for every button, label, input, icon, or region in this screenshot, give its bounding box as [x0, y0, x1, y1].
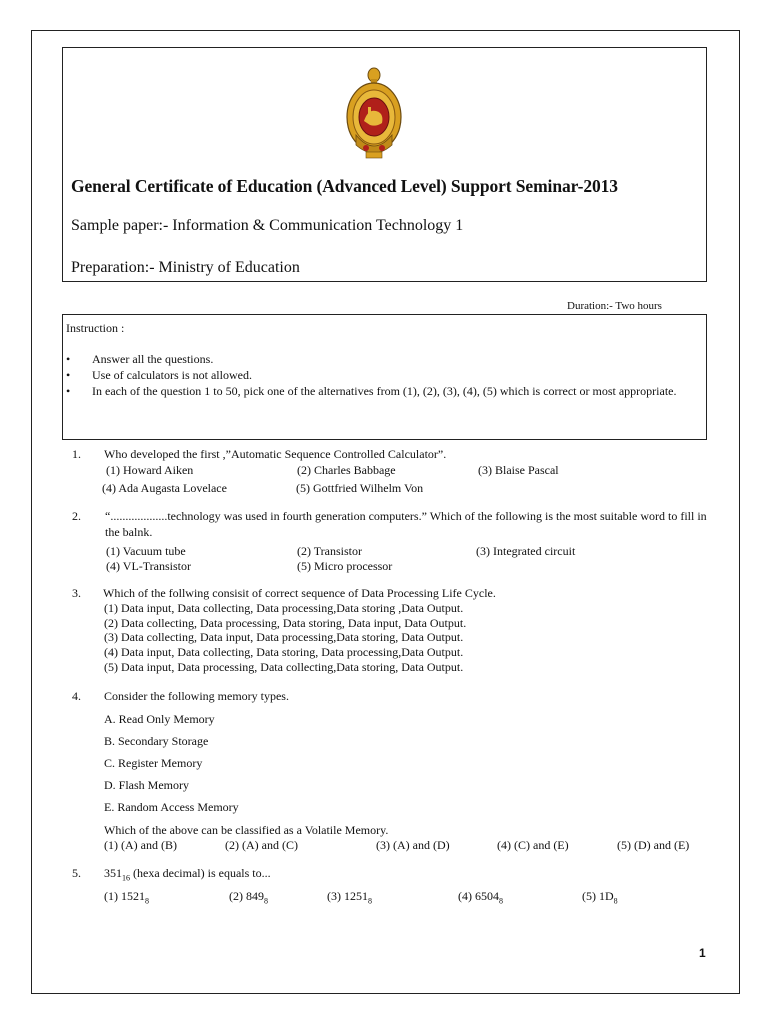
option: (1) Data input, Data collecting, Data processing,Data storing ,Data Output.: [104, 601, 464, 615]
question-text: Who developed the first ,”Automatic Sequence Controlled Calculator”.: [104, 447, 447, 461]
option: (3) Data collecting, Data input, Data processing,Data storing, Data Output.: [104, 630, 464, 644]
question-number: 2.: [72, 509, 81, 523]
question-text: “...................technology was used in fourth generation computers.” Which of the following is the most suitable word to fill in the balnk.: [105, 509, 707, 539]
option: (5) Gottfried Wilhelm Von: [296, 481, 424, 495]
option: (3) $1251_8$: [327, 889, 372, 906]
option: (4) (C) and (E): [497, 838, 569, 852]
option: (5) Data input, Data processing, Data collecting,Data storing, Data Output.: [104, 660, 464, 674]
option: (2) (A) and (C): [225, 838, 298, 852]
preparation-line: Preparation:- Ministry of Education: [71, 259, 300, 276]
instruction-title: Instruction :: [66, 321, 125, 335]
option: (3) (A) and (D): [376, 838, 450, 852]
question-rest: (hexa decimal) is equals to...: [130, 866, 271, 880]
question-number: 5.: [72, 866, 81, 880]
memory-item: E. Random Access Memory: [104, 800, 239, 814]
option: (1) Howard Aiken: [106, 463, 194, 477]
document-title: General Certificate of Education (Advanced Level) Support Seminar-2013: [71, 176, 618, 196]
page-number: 1: [699, 946, 706, 960]
option: (5) (D) and (E): [617, 838, 690, 852]
emblem-icon: [346, 65, 402, 160]
instruction-list: [62, 351, 702, 399]
question-subtext: Which of the above can be classified as a Volatile Memory.: [104, 823, 389, 837]
duration-label: Duration:- Two hours: [567, 300, 662, 312]
option: (4) Ada Augasta Lovelace: [102, 481, 227, 495]
option: (4) Data input, Data collecting, Data storing, Data processing,Data Output.: [104, 645, 464, 659]
sample-paper-line: Sample paper:- Information & Communication Technology 1: [71, 217, 464, 234]
memory-item: C. Register Memory: [104, 756, 203, 770]
question-text: [104, 866, 271, 882]
option: (1) Vacuum tube: [106, 544, 186, 558]
option: (4) $6504_8$: [458, 889, 503, 906]
memory-item: D. Flash Memory: [104, 778, 189, 792]
option: (1) $1521_8$: [104, 889, 149, 906]
hex-base: 16: [122, 873, 130, 883]
instruction-item: • Use of calculators is not allowed.: [66, 367, 702, 383]
question-text: Consider the following memory types.: [104, 689, 289, 703]
option: (1) (A) and (B): [104, 838, 177, 852]
option: (5) $1D_8$: [582, 889, 618, 906]
option: (2) Charles Babbage: [297, 463, 396, 477]
option: (2) Transistor: [297, 544, 363, 558]
memory-item: A. Read Only Memory: [104, 712, 215, 726]
hex-value: 351: [104, 866, 122, 880]
option: (4) VL-Transistor: [106, 559, 192, 573]
instruction-item: • In each of the question 1 to 50, pick one of the alternatives from (1), (2), (3), (4), (5) which is correct or most appropriate.: [66, 383, 702, 399]
question-text: Which of the follwing consisit of correct sequence of Data Processing Life Cycle.: [103, 586, 496, 600]
question-number: 1.: [72, 447, 81, 461]
option: (3) Integrated circuit: [476, 544, 576, 558]
question-number: 3.: [72, 586, 81, 600]
option: (2) Data collecting, Data processing, Data storing, Data input, Data Output.: [104, 616, 467, 630]
question-number: 4.: [72, 689, 81, 703]
memory-item: B. Secondary Storage: [104, 734, 209, 748]
option: (3) Blaise Pascal: [478, 463, 559, 477]
option: (2) $849_8$: [229, 889, 268, 906]
option: (5) Micro processor: [297, 559, 393, 573]
instruction-item: • Answer all the questions.: [66, 351, 702, 367]
